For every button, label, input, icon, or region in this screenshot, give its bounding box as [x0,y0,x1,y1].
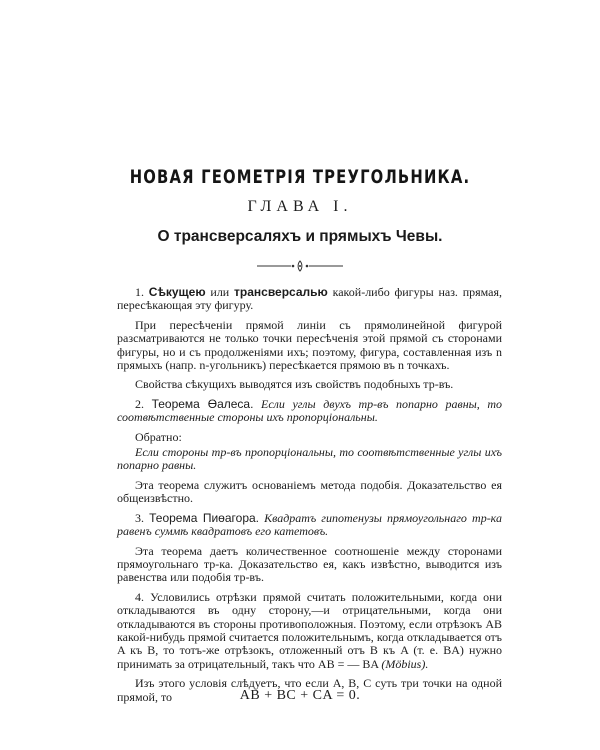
theorem-text-thales: Если углы двухъ тр-въ попарно равны, то соотвѣтственные стороны ихъ пропорціональны. [117,396,503,425]
paragraph-4 [117,398,502,425]
theorem-label-thales: Теорема Өалеса. [151,396,254,411]
paragraph-2: При пересѣченіи прямой линіи съ прямолинейной фигурой разсматриваются не только точки пересѣченія этой прямой съ сторонами фигуры, но и съ продолженіями ихъ; поэтому, фигура, составленная изъ n прямыхъ (напр. n-угольникъ) пересѣкается прямою въ n точкахъ. [117,317,502,373]
term-transversal: трансверсалью [234,285,328,299]
section-number: 3. [135,510,144,525]
body-text [117,286,502,710]
formula-segments: AB + BC + CA = 0. [239,688,361,703]
section-number: 1. [135,285,144,299]
segment-sign-text: 4. Условились отрѣзки прямой считать положительными, когда они откладываются въ одну сторону,—и отрицательными, когда они откладываются въ стороны противоположныя. Поэтому, если отрѣзокъ AB какой-нибудь прямой считается положительнымъ, когда откладывается отъ A къ B, то тотъ-же отрѣзокъ, отложенный отъ B къ A (т. е. BA) нужно принимать за отрицательный, такъ что AB = — BA [117,589,502,671]
definition-text: какой-либо фигуры наз. прямая, пересѣкающая эту фигуру. [117,285,503,313]
term-secant: Сѣкущею [148,285,206,299]
section-subtitle: О трансверсаляхъ и прямыхъ Чевы. [157,228,443,245]
paragraph-3: Свойства сѣкущихъ выводятся изъ свойствъ подобныхъ тр-въ. [135,377,454,392]
citation-mobius: (Möbius). [381,656,429,671]
connector-text: или [210,285,230,299]
paragraph-7: Эта теорема служитъ основаніемъ метода подобія. Доказательство ея общеизвѣстно. [117,477,502,506]
paragraph-10 [117,591,502,671]
theorem-label-pythagoras: Теорема Пиөагора. [149,510,259,525]
paragraph-9: Эта теорема даетъ количественное соотношеніе между сторонами прямоугольнаго тр-ка. Доказательство ея, какъ извѣстно, выводится изъ равенства или подобія тр-въ. [117,543,502,585]
section-number: 2. [135,396,144,411]
theorem-text-pythagoras: Квадратъ гипотенузы прямоугольнаго тр-ка равенъ суммѣ квадратовъ его катетовъ. [117,510,503,539]
chapter-heading: ГЛАВА I. [247,198,353,215]
paragraph-1 [117,286,502,313]
paragraph-5: Обратно: [135,429,182,444]
page-title: НОВАЯ ГЕОМЕТРІЯ ТРЕУГОЛЬНИКА. [129,166,471,188]
paragraph-8 [117,512,502,539]
paragraph-11: Изъ этого условія слѣдуетъ, что если A, B, C суть три точки на одной прямой, то [117,676,502,704]
ornament-divider-icon [255,259,345,273]
paragraph-6: Если стороны тр-въ пропорціональны, то соотвѣтственные углы ихъ попарно равны. [117,445,502,473]
